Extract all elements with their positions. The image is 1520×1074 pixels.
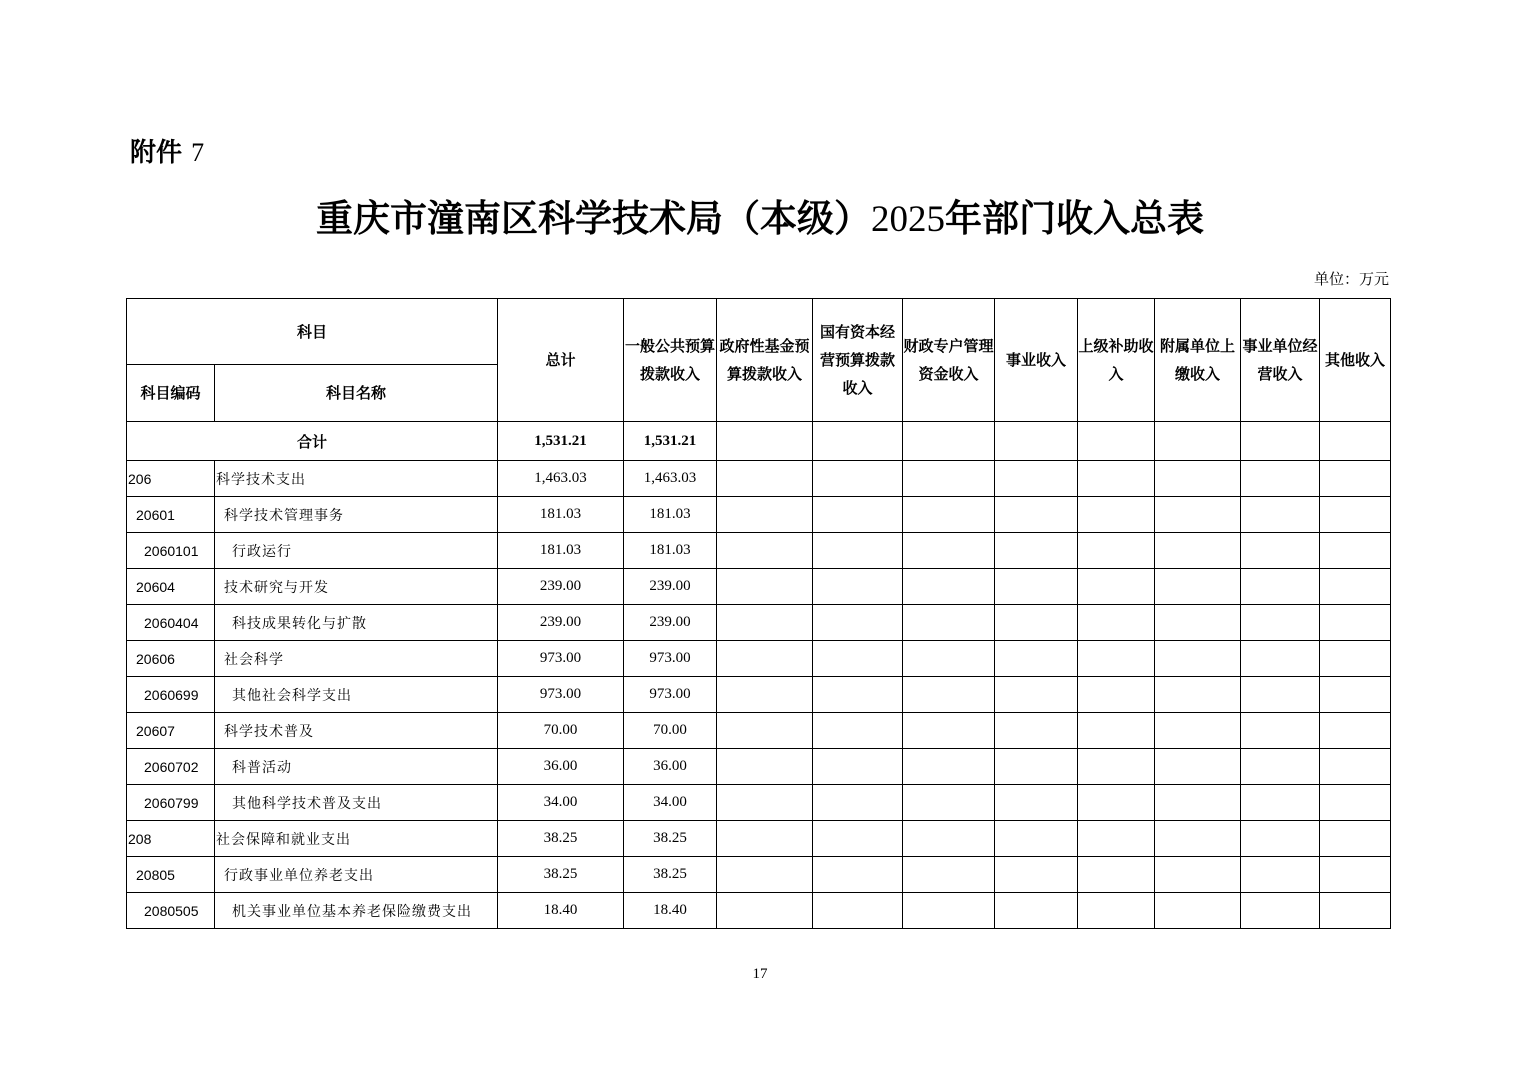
empty-cell [1241,785,1320,821]
subject-name-cell: 科学技术支出 [215,461,498,497]
total-cell: 239.00 [498,605,624,641]
empty-cell [995,605,1078,641]
subject-code-cell: 2060404 [127,605,215,641]
empty-cell [1320,605,1391,641]
empty-cell [1241,641,1320,677]
general-budget-cell: 181.03 [624,533,717,569]
empty-cell [903,713,995,749]
header-special-fund: 财政专户管理资金收入 [903,299,995,422]
table-row [127,569,1391,605]
empty-cell [1320,857,1391,893]
empty-cell [903,893,995,929]
subject-name-cell: 社会科学 [215,641,498,677]
subject-name-cell: 社会保障和就业支出 [215,821,498,857]
general-budget-cell: 973.00 [624,641,717,677]
general-budget-cell: 70.00 [624,713,717,749]
total-label: 合计 [127,422,498,461]
empty-cell [813,785,903,821]
empty-cell [717,677,813,713]
empty-cell [813,677,903,713]
empty-cell [1155,893,1241,929]
total-cell: 973.00 [498,641,624,677]
empty-cell [1078,605,1155,641]
empty-cell [1078,461,1155,497]
empty-cell [1155,569,1241,605]
empty-cell [813,569,903,605]
empty-cell [995,785,1078,821]
empty-cell [1320,533,1391,569]
general-budget-cell: 1,463.03 [624,461,717,497]
empty-cell [1078,785,1155,821]
header-business-operation: 事业单位经营收入 [1241,299,1320,422]
empty-cell [1320,821,1391,857]
empty-cell [1155,677,1241,713]
table-row [127,857,1391,893]
subject-code-cell: 2060702 [127,749,215,785]
subject-code-cell: 206 [127,461,215,497]
empty-cell [1078,893,1155,929]
header-other-income: 其他收入 [1320,299,1391,422]
subject-code-cell: 20805 [127,857,215,893]
empty-cell [717,785,813,821]
total-general-value: 1,531.21 [624,422,717,461]
subject-name-cell: 科学技术普及 [215,713,498,749]
empty-cell [1155,749,1241,785]
subject-code-cell: 2060799 [127,785,215,821]
empty-cell [995,857,1078,893]
general-budget-cell: 38.25 [624,857,717,893]
total-cell: 973.00 [498,677,624,713]
table-row [127,893,1391,929]
header-subject-name: 科目名称 [215,365,498,422]
subject-code-cell: 2060101 [127,533,215,569]
total-cell: 70.00 [498,713,624,749]
empty-cell [1155,821,1241,857]
table-row [127,497,1391,533]
empty-cell [813,533,903,569]
empty-cell [1241,605,1320,641]
empty-cell [717,821,813,857]
empty-cell [995,893,1078,929]
empty-cell [813,857,903,893]
empty-cell [995,821,1078,857]
empty-cell [1320,677,1391,713]
attachment-label: 附件 7 [130,138,205,168]
empty-cell [1078,533,1155,569]
empty-cell [995,749,1078,785]
empty-cell [1241,533,1320,569]
empty-cell [1320,641,1391,677]
empty-cell [995,497,1078,533]
header-general-budget: 一般公共预算拨款收入 [624,299,717,422]
table-row [127,641,1391,677]
subject-code-cell: 20606 [127,641,215,677]
total-cell: 239.00 [498,569,624,605]
header-business-income: 事业收入 [995,299,1078,422]
table-row [127,713,1391,749]
empty-cell [813,605,903,641]
empty-cell [995,677,1078,713]
empty-cell [903,497,995,533]
total-cell: 38.25 [498,821,624,857]
general-budget-cell: 18.40 [624,893,717,929]
empty-cell [813,641,903,677]
empty-cell [903,857,995,893]
empty-cell [813,497,903,533]
empty-cell [1155,605,1241,641]
empty-cell [1320,785,1391,821]
total-cell: 34.00 [498,785,624,821]
empty-cell [903,821,995,857]
empty-cell [813,461,903,497]
empty-cell [717,497,813,533]
table-row [127,677,1391,713]
empty-cell [1078,749,1155,785]
table-row [127,785,1391,821]
subject-name-cell: 其他社会科学支出 [215,677,498,713]
general-budget-cell: 36.00 [624,749,717,785]
empty-cell [717,569,813,605]
subject-name-cell: 行政运行 [215,533,498,569]
subject-code-cell: 208 [127,821,215,857]
empty-cell [717,461,813,497]
empty-cell [995,713,1078,749]
empty-cell [1241,821,1320,857]
empty-cell [1078,641,1155,677]
empty-cell [1320,713,1391,749]
empty-cell [717,713,813,749]
general-budget-cell: 34.00 [624,785,717,821]
empty-cell [903,569,995,605]
empty-cell [1078,497,1155,533]
empty-cell [903,785,995,821]
income-table [126,298,1391,929]
page-number: 17 [752,966,768,982]
subject-code-cell: 20601 [127,497,215,533]
empty-cell [1241,677,1320,713]
subject-code-cell: 20604 [127,569,215,605]
empty-cell [1078,821,1155,857]
header-state-capital: 国有资本经营预算拨款收入 [813,299,903,422]
empty-cell [1241,857,1320,893]
total-cell: 36.00 [498,749,624,785]
empty-cell [1320,749,1391,785]
empty-cell [1155,497,1241,533]
total-cell: 38.25 [498,857,624,893]
header-subject-code: 科目编码 [127,365,215,422]
empty-cell [1155,641,1241,677]
empty-cell [995,461,1078,497]
empty-cell [903,533,995,569]
empty-cell [813,749,903,785]
empty-cell [1241,569,1320,605]
empty-cell [717,857,813,893]
table-row [127,821,1391,857]
table-row [127,533,1391,569]
header-total: 总计 [498,299,624,422]
empty-cell [1241,713,1320,749]
empty-cell [995,533,1078,569]
general-budget-cell: 239.00 [624,569,717,605]
empty-cell [995,641,1078,677]
general-budget-cell: 38.25 [624,821,717,857]
general-budget-cell: 239.00 [624,605,717,641]
empty-cell [1241,497,1320,533]
empty-cell [1241,461,1320,497]
subject-code-cell: 20607 [127,713,215,749]
subject-code-cell: 2060699 [127,677,215,713]
empty-cell [1155,533,1241,569]
empty-cell [717,605,813,641]
empty-cell [813,821,903,857]
empty-cell [717,533,813,569]
empty-cell [903,605,995,641]
total-row [127,422,1391,461]
empty-cell [1320,569,1391,605]
empty-cell [995,569,1078,605]
header-superior-subsidy: 上级补助收入 [1078,299,1155,422]
page-title: 重庆市潼南区科学技术局（本级）2025年部门收入总表 [316,196,1204,240]
empty-cell [1320,893,1391,929]
empty-cell [1155,713,1241,749]
empty-cell [1320,461,1391,497]
empty-cell [717,893,813,929]
empty-cell [1078,569,1155,605]
table-row [127,749,1391,785]
empty-cell [813,893,903,929]
empty-cell [1155,857,1241,893]
unit-label: 单位：万元 [1313,270,1389,288]
empty-cell [717,749,813,785]
subject-name-cell: 科学技术管理事务 [215,497,498,533]
empty-cell [903,677,995,713]
empty-cell [903,461,995,497]
subject-name-cell: 其他科学技术普及支出 [215,785,498,821]
header-affiliate-payment: 附属单位上缴收入 [1155,299,1241,422]
total-cell: 1,463.03 [498,461,624,497]
empty-cell [717,641,813,677]
empty-cell [1155,785,1241,821]
total-cell: 181.03 [498,497,624,533]
total-cell: 18.40 [498,893,624,929]
empty-cell [813,713,903,749]
empty-cell [1078,857,1155,893]
empty-cell [1241,749,1320,785]
header-subject: 科目 [127,299,498,365]
empty-cell [1320,497,1391,533]
subject-name-cell: 机关事业单位基本养老保险缴费支出 [215,893,498,929]
table-row [127,461,1391,497]
subject-name-cell: 行政事业单位养老支出 [215,857,498,893]
total-value: 1,531.21 [498,422,624,461]
empty-cell [903,749,995,785]
empty-cell [1078,713,1155,749]
subject-name-cell: 科技成果转化与扩散 [215,605,498,641]
subject-code-cell: 2080505 [127,893,215,929]
empty-cell [1078,677,1155,713]
total-cell: 181.03 [498,533,624,569]
header-gov-fund: 政府性基金预算拨款收入 [717,299,813,422]
empty-cell [1241,893,1320,929]
general-budget-cell: 181.03 [624,497,717,533]
empty-cell [903,641,995,677]
empty-cell [1155,461,1241,497]
subject-name-cell: 科普活动 [215,749,498,785]
subject-name-cell: 技术研究与开发 [215,569,498,605]
general-budget-cell: 973.00 [624,677,717,713]
table-row [127,605,1391,641]
